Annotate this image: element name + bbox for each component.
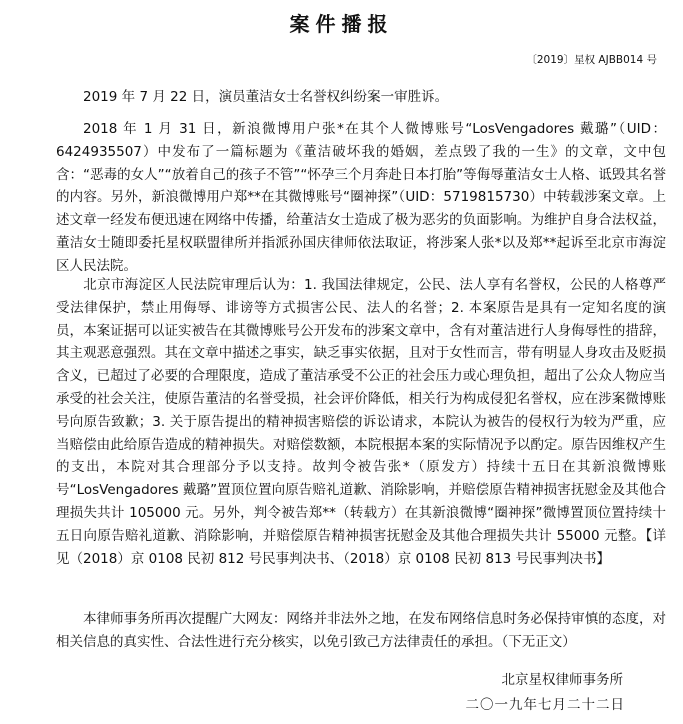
paragraph-court-ruling: [56, 274, 666, 570]
paragraph-case-background: [56, 118, 666, 278]
paragraph-verdict-summary: [56, 86, 666, 109]
paragraph-reminder: [56, 608, 666, 654]
paragraph-text: 2019 年 7 月 22 日，演员董洁女士名誉权纠纷案一审胜诉。: [83, 89, 449, 105]
signature-firm: 北京星权律师事务所: [501, 672, 623, 688]
page-title: 案件播报: [289, 12, 394, 36]
paragraph-text: 本律师事务所再次提醒广大网友：网络并非法外之地，在发布网络信息时务必保持审慎的态度，对相关信息的真实性、合法性进行充分核实，以免引致己方法律责任的承担。（下无正文）: [56, 611, 666, 650]
reference-number: 〔2019〕星权 AJBB014 号: [526, 54, 657, 66]
signature-date: 二〇一九年七月二十二日: [465, 697, 625, 713]
paragraph-text: 北京市海淀区人民法院审理后认为：1. 我国法律规定，公民、法人享有名誉权，公民的人格尊严受法律保护，禁止用侮辱、诽谤等方式损害公民、法人的名誉；2. 本案原告是具有一定知名度的演员，本案证据可以证实被告在其微博账号公开发布的涉案文章中，含有对董洁进行人身侮辱性的措辞，其主观恶意强烈。其在文章中描述之事实，缺乏事实依据，且对于女性而言，带有明显人身攻击及贬损含义，已超过了必要的合理限度，造成了董洁承受不公正的社会压力或心理负担，超出了公众人物应当承受的社会关注，使原告董洁的名誉受损，社会评价降低，相关行为构成侵犯名誉权，应在涉案微博账号向原告致歉；3. 关于原告提出的精神损害赔偿的诉讼请求，本院认为被告的侵权行为较为严重，应当赔偿由此给原告造成的精神损失。对赔偿数额，本院根据本案的实际情况予以酌定。原告因维权产生的支出，本院对其合理部分予以支持。故判令被告张*（原发方）持续十五日在其新浪微博账号“LosVengadores 戴璐”置顶位置向原告赔礼道歉、消除影响，并赔偿原告精神损害抚慰金及其他合理损失共计 105000 元。另外，判令被告郑**（转载方）在其新浪微博“圈神探”微博置顶位置持续十五日向原告赔礼道歉、消除影响，并赔偿原告精神损害抚慰金及其他合理损失共计 55000 元整。【详见（2018）京 0108 民初 812 号民事判决书、（2018）京 0108 民初 813 号民事判决书】: [56, 277, 666, 567]
paragraph-text: 2018 年 1 月 31 日，新浪微博用户张*在其个人微博账号“LosVengadores 戴璐”（UID：6424935507）中发布了一篇标题为《董洁破坏我的婚姻，差点毁了我的一生》的文章，文中包含：“恶毒的女人”“放着自己的孩子不管”“怀孕三个月奔赴日本打胎”等侮辱董洁女士人格、诋毁其名誉的内容。另外，新浪微博用户郑**在其微博账号“圈神探”（UID：5719815730）中转载涉案文章。上述文章一经发布便迅速在网络中传播，给董洁女士造成了极为恶劣的负面影响。为维护自身合法权益，董洁女士随即委托星权联盟律所并指派孙国庆律师依法取证，将涉案人张*以及郑**起诉至北京市海淀区人民法院。: [56, 121, 666, 274]
